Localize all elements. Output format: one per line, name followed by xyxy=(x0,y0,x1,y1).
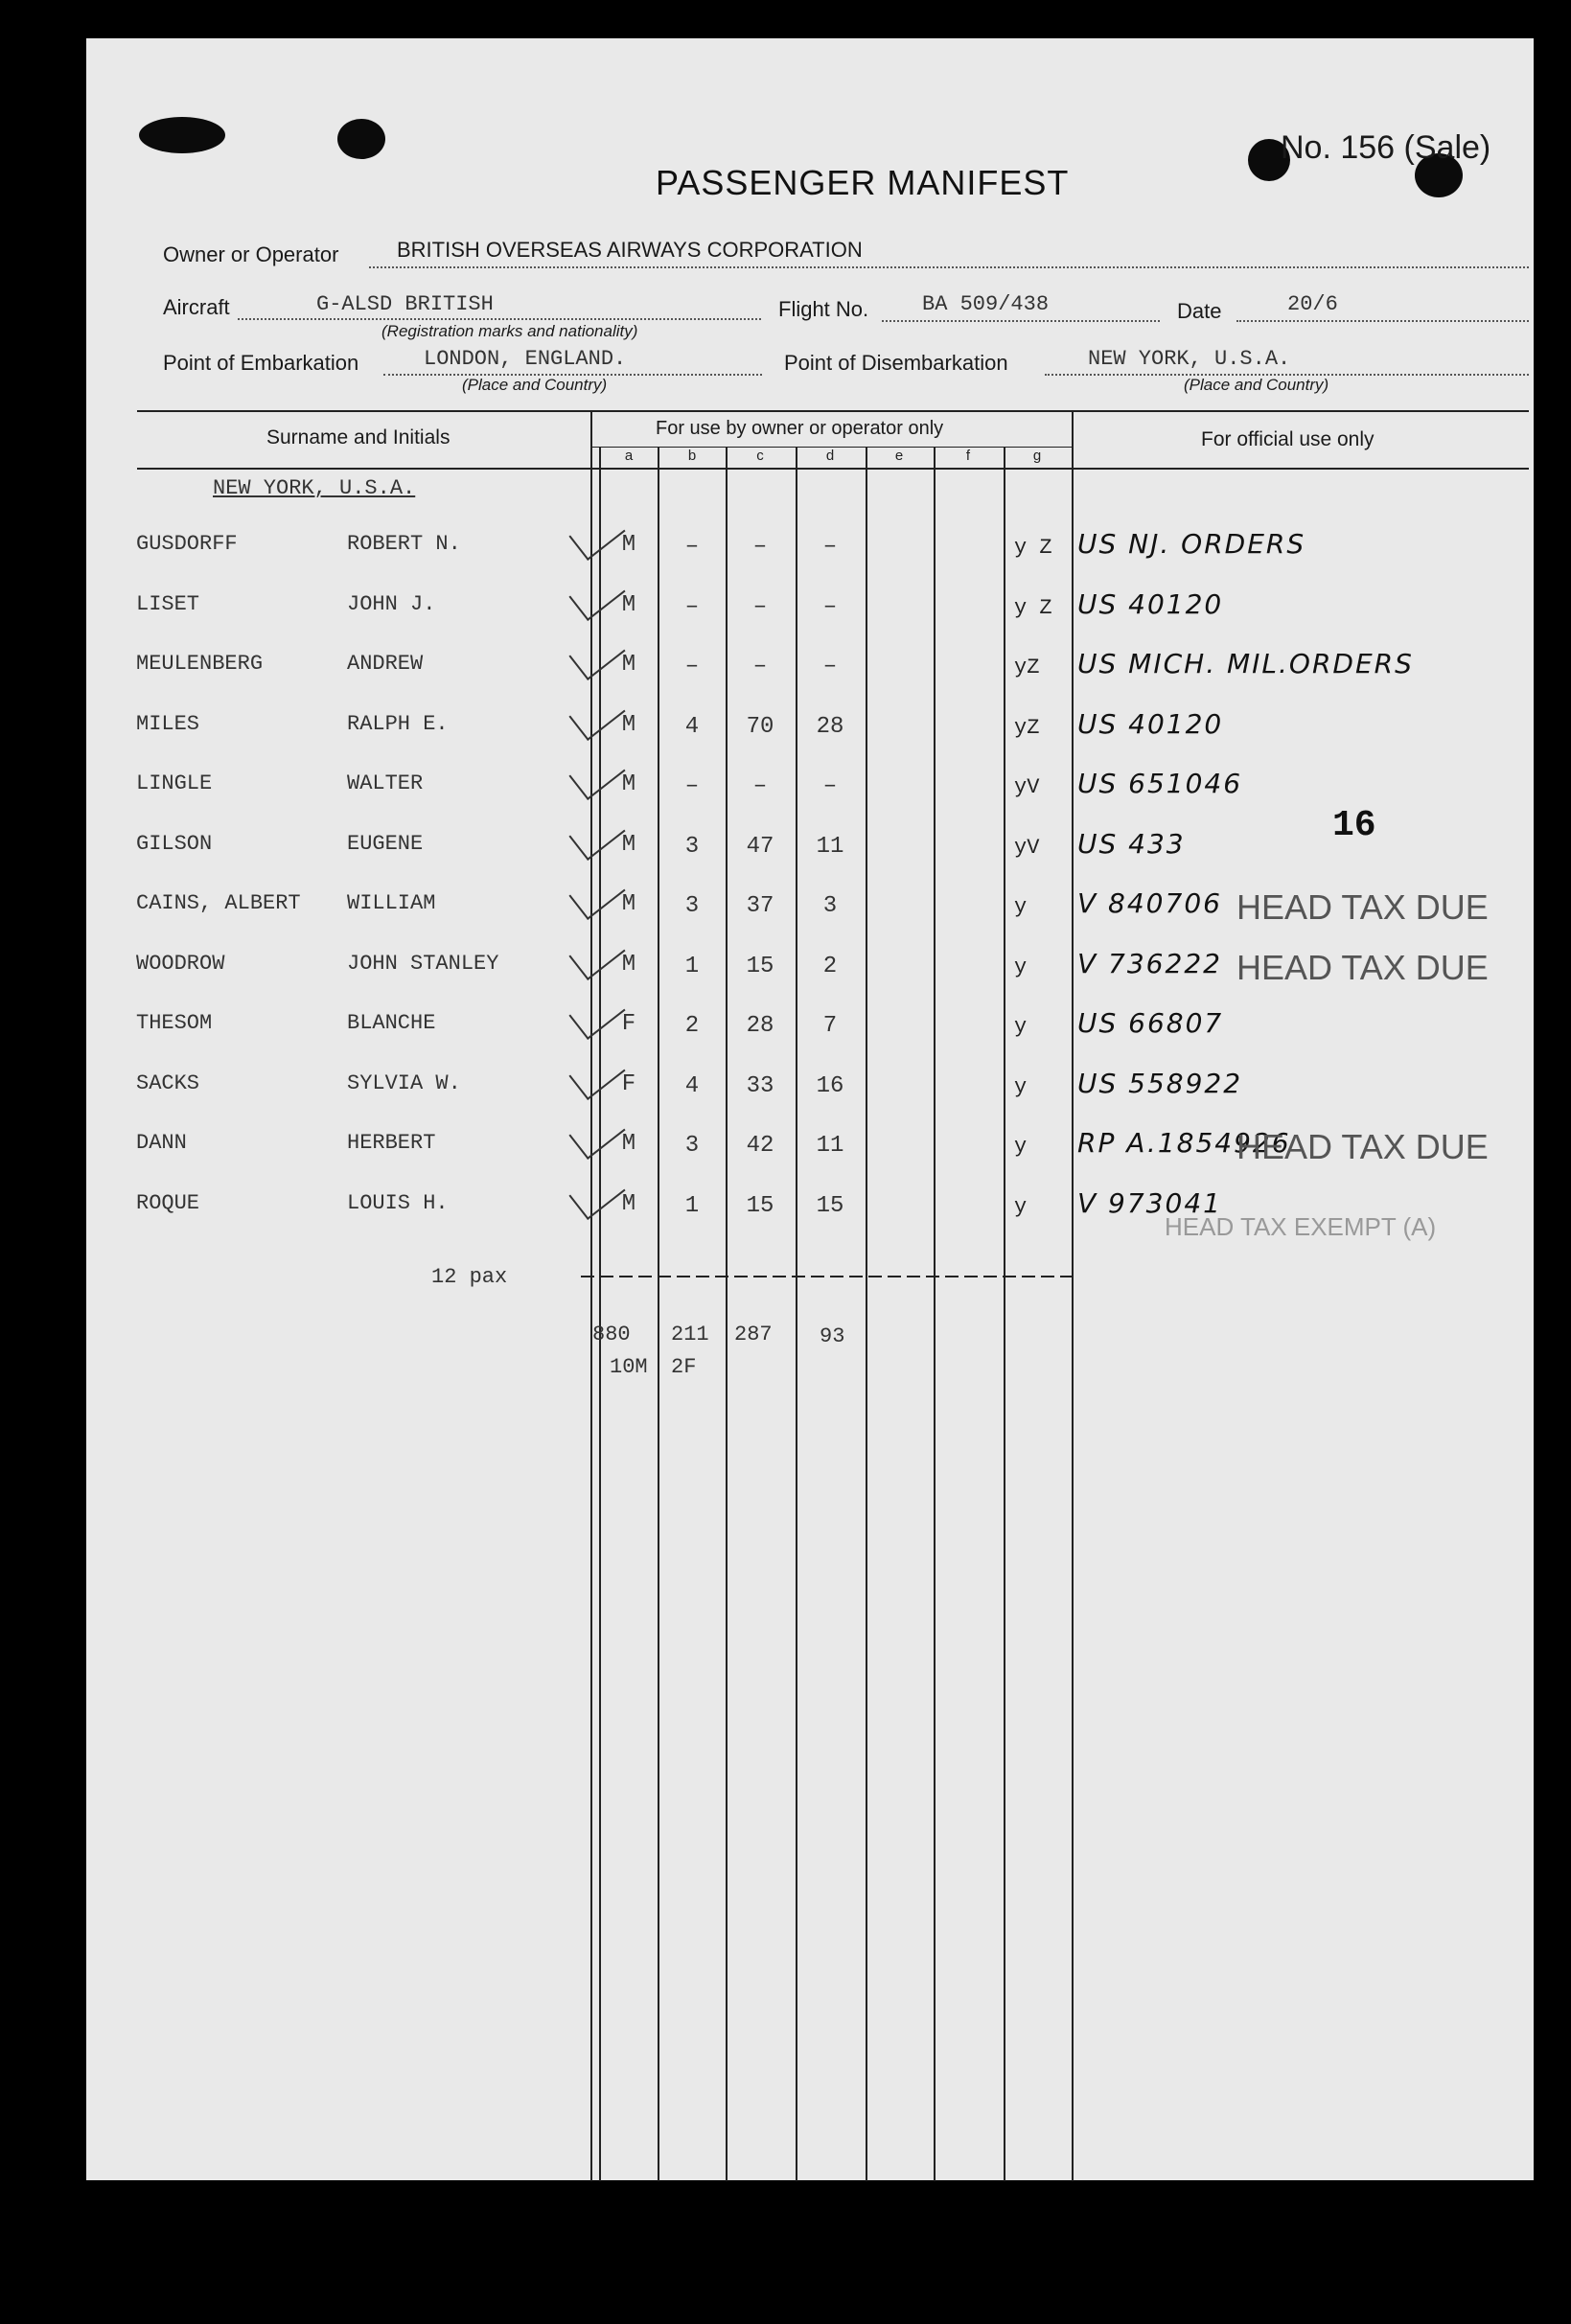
column-header-a: a xyxy=(624,448,634,464)
cell-b: 1 xyxy=(684,954,700,979)
aircraft-label: Aircraft xyxy=(163,295,230,319)
cell-a-sex: M xyxy=(621,652,636,678)
margin-note: 16 xyxy=(1332,805,1376,846)
column-divider xyxy=(866,447,867,2181)
head-tax-stamp: HEAD TAX DUE xyxy=(1236,887,1489,927)
total-d: 93 xyxy=(820,1324,845,1348)
cell-g: y xyxy=(1014,1015,1028,1039)
flight-value: BA 509/438 xyxy=(922,292,1050,316)
disembark-note: (Place and Country) xyxy=(1184,376,1329,394)
passenger-given-name: WILLIAM xyxy=(347,891,436,915)
embark-note: (Place and Country) xyxy=(462,376,608,394)
passenger-given-name: ANDREW xyxy=(347,652,424,676)
passenger-surname: CAINS, ALBERT xyxy=(136,891,301,915)
cell-d: – xyxy=(822,594,838,620)
cell-c: 28 xyxy=(746,1013,774,1039)
passenger-surname: MEULENBERG xyxy=(136,652,264,676)
destination-heading: NEW YORK, U.S.A. xyxy=(213,476,416,500)
cell-d: 16 xyxy=(816,1073,844,1099)
cell-a-sex: M xyxy=(621,952,636,978)
cell-a-sex: M xyxy=(621,771,636,797)
total-b-line-1: 211 xyxy=(671,1323,709,1346)
aircraft-value: G-ALSD BRITISH xyxy=(316,292,494,316)
cell-a-sex: M xyxy=(621,532,636,558)
pax-total: 12 pax xyxy=(431,1265,508,1289)
disembark-label: Point of Disembarkation xyxy=(784,351,1008,375)
cell-g: yZ xyxy=(1014,656,1040,679)
cell-d: 28 xyxy=(816,714,844,740)
official-handwritten-note: US 40120 xyxy=(1077,588,1224,620)
column-divider xyxy=(934,447,936,2181)
official-handwritten-note: US 651046 xyxy=(1077,768,1243,799)
head-tax-stamp: HEAD TAX EXEMPT (A) xyxy=(1165,1212,1437,1241)
total-a-line-1: 880 xyxy=(592,1323,631,1346)
cell-d: 15 xyxy=(816,1193,844,1219)
passenger-given-name: JOHN J. xyxy=(347,592,436,616)
cell-d: 3 xyxy=(822,893,838,919)
passenger-given-name: WALTER xyxy=(347,771,424,795)
passenger-surname: ROQUE xyxy=(136,1191,200,1215)
cell-a-sex: M xyxy=(621,712,636,738)
cell-b: – xyxy=(684,534,700,560)
cell-b: – xyxy=(684,594,700,620)
cell-g: y xyxy=(1014,955,1028,979)
head-tax-stamp: HEAD TAX DUE xyxy=(1236,948,1489,987)
passenger-surname: DANN xyxy=(136,1131,187,1155)
totals-rule xyxy=(581,1276,1074,1277)
official-handwritten-note: V 973041 xyxy=(1077,1187,1222,1219)
cell-b: 3 xyxy=(684,834,700,860)
ink-blot xyxy=(337,119,385,159)
official-handwritten-note: US 433 xyxy=(1077,828,1186,860)
cell-a-sex: M xyxy=(621,832,636,858)
passenger-surname: MILES xyxy=(136,712,200,736)
passenger-given-name: HERBERT xyxy=(347,1131,436,1155)
disembark-value: NEW YORK, U.S.A. xyxy=(1088,347,1291,371)
cell-g: y Z xyxy=(1014,596,1052,620)
flight-label: Flight No. xyxy=(778,297,869,321)
operator-header: For use by owner or operator only xyxy=(656,418,944,439)
page-title: PASSENGER MANIFEST xyxy=(656,163,1070,202)
owner-label: Owner or Operator xyxy=(163,242,339,266)
aircraft-note: (Registration marks and nationality) xyxy=(381,322,638,340)
column-divider xyxy=(1072,410,1074,2181)
official-handwritten-note: V 840706 xyxy=(1077,887,1222,919)
official-handwritten-note: US 40120 xyxy=(1077,708,1224,740)
aircraft-dotted-line xyxy=(238,318,761,320)
owner-dotted-line xyxy=(369,266,1529,268)
column-header-e: e xyxy=(894,448,904,464)
cell-g: y xyxy=(1014,895,1028,919)
cell-g: y Z xyxy=(1014,536,1052,560)
cell-b: – xyxy=(684,654,700,679)
official-handwritten-note: US NJ. ORDERS xyxy=(1077,528,1306,560)
embark-label: Point of Embarkation xyxy=(163,351,359,375)
passenger-given-name: SYLVIA W. xyxy=(347,1071,461,1095)
passenger-surname: LINGLE xyxy=(136,771,213,795)
cell-c: 37 xyxy=(746,893,774,919)
cell-g: yZ xyxy=(1014,716,1040,740)
date-value: 20/6 xyxy=(1287,292,1338,316)
embark-value: LONDON, ENGLAND. xyxy=(424,347,627,371)
cell-a-sex: F xyxy=(621,1071,636,1097)
passenger-surname: SACKS xyxy=(136,1071,200,1095)
cell-d: 2 xyxy=(822,954,838,979)
cell-a-sex: M xyxy=(621,1191,636,1217)
official-handwritten-note: US 558922 xyxy=(1077,1068,1243,1099)
column-header-f: f xyxy=(965,448,971,464)
official-header: For official use only xyxy=(1201,428,1375,450)
cell-b: 2 xyxy=(684,1013,700,1039)
cell-g: yV xyxy=(1014,775,1040,799)
passenger-given-name: JOHN STANLEY xyxy=(347,952,499,976)
column-header-b: b xyxy=(687,448,697,464)
flight-dotted-line xyxy=(882,320,1160,322)
cell-a-sex: M xyxy=(621,1131,636,1157)
passenger-given-name: ROBERT N. xyxy=(347,532,461,556)
cell-c: 15 xyxy=(746,1193,774,1219)
column-header-d: d xyxy=(825,448,835,464)
total-a-line-2: 10M xyxy=(610,1355,648,1379)
passenger-surname: GUSDORFF xyxy=(136,532,238,556)
total-c: 287 xyxy=(734,1323,773,1346)
surname-header: Surname and Initials xyxy=(266,426,451,449)
official-handwritten-note: RP A.1854926 xyxy=(1077,1127,1291,1159)
owner-value: BRITISH OVERSEAS AIRWAYS CORPORATION xyxy=(397,238,863,262)
passenger-given-name: BLANCHE xyxy=(347,1011,436,1035)
column-divider xyxy=(658,447,659,2181)
cell-a-sex: M xyxy=(621,891,636,917)
cell-g: y xyxy=(1014,1135,1028,1159)
table-top-rule xyxy=(137,410,1529,412)
total-b-line-2: 2F xyxy=(671,1355,697,1379)
cell-b: 3 xyxy=(684,1133,700,1159)
manifest-number: No. 156 (Sale) xyxy=(1281,129,1491,166)
head-tax-stamp: HEAD TAX DUE xyxy=(1236,1127,1489,1166)
passenger-surname: THESOM xyxy=(136,1011,213,1035)
cell-d: 11 xyxy=(816,1133,844,1159)
cell-d: – xyxy=(822,654,838,679)
cell-g: y xyxy=(1014,1195,1028,1219)
cell-c: – xyxy=(752,594,768,620)
official-handwritten-note: US 66807 xyxy=(1077,1007,1224,1039)
cell-c: 42 xyxy=(746,1133,774,1159)
cell-g: yV xyxy=(1014,836,1040,860)
ink-blot xyxy=(139,117,225,153)
cell-d: – xyxy=(822,773,838,799)
cell-b: – xyxy=(684,773,700,799)
passenger-given-name: EUGENE xyxy=(347,832,424,856)
column-divider xyxy=(726,447,728,2181)
cell-d: 7 xyxy=(822,1013,838,1039)
column-header-g: g xyxy=(1032,448,1042,464)
cell-b: 3 xyxy=(684,893,700,919)
cell-g: y xyxy=(1014,1075,1028,1099)
passenger-surname: GILSON xyxy=(136,832,213,856)
cell-d: 11 xyxy=(816,834,844,860)
column-divider xyxy=(1004,447,1005,2181)
cell-b: 1 xyxy=(684,1193,700,1219)
cell-c: 15 xyxy=(746,954,774,979)
cell-d: – xyxy=(822,534,838,560)
passenger-surname: LISET xyxy=(136,592,200,616)
official-handwritten-note: US MICH. MIL.ORDERS xyxy=(1077,648,1414,679)
cell-c: – xyxy=(752,654,768,679)
cell-c: – xyxy=(752,534,768,560)
cell-c: 47 xyxy=(746,834,774,860)
passenger-given-name: LOUIS H. xyxy=(347,1191,449,1215)
table-header-rule xyxy=(137,468,1529,470)
column-header-c: c xyxy=(756,448,764,464)
cell-c: 33 xyxy=(746,1073,774,1099)
cell-c: – xyxy=(752,773,768,799)
column-divider xyxy=(796,447,797,2181)
date-dotted-line xyxy=(1236,320,1529,322)
cell-c: 70 xyxy=(746,714,774,740)
date-label: Date xyxy=(1177,299,1222,323)
passenger-given-name: RALPH E. xyxy=(347,712,449,736)
cell-b: 4 xyxy=(684,714,700,740)
official-handwritten-note: V 736222 xyxy=(1077,948,1222,979)
cell-b: 4 xyxy=(684,1073,700,1099)
cell-a-sex: F xyxy=(621,1011,636,1037)
passenger-surname: WOODROW xyxy=(136,952,225,976)
cell-a-sex: M xyxy=(621,592,636,618)
